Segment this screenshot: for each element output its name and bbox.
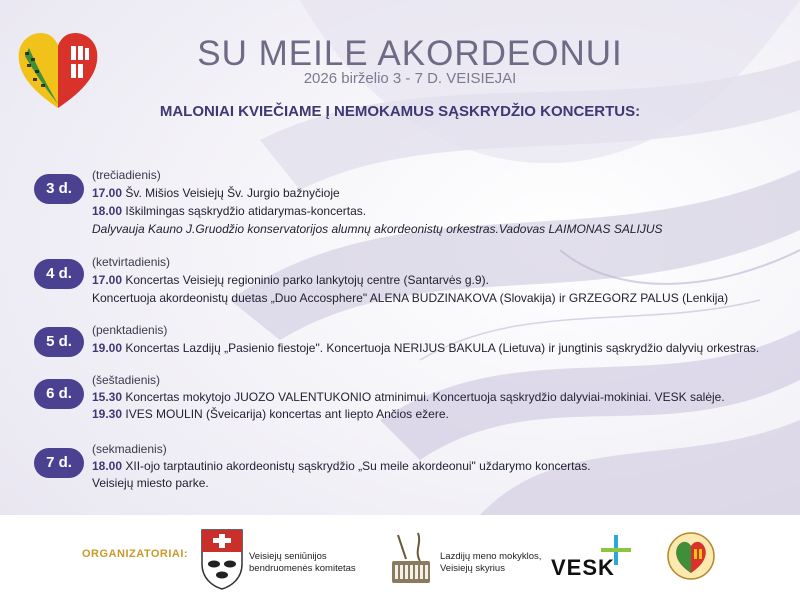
event-text: Dalyvauja Kauno J.Gruodžio konservatorijos alumnų akordeonistų orkestras.Vadovas [92,222,549,236]
performer-name: LAIMONAS SALIJUS [548,222,663,236]
schedule-line [92,186,340,200]
event-text: XII-ojo tarptautinio akordeonistų sąskrydžio „Su meile akordeonui" uždarymo koncertas. [122,459,591,473]
event-time: 17.00 [92,186,123,200]
event-time: 17.00 [92,273,123,287]
event-text: Koncertas Veisiejų regioninio parko lankytojų centre (Santarvės g.9). [122,273,489,287]
schedule-line [92,459,591,473]
event-text: Veisiejų miesto parke. [92,476,209,490]
weekday-label: (trečiadienis) [92,168,161,182]
weekday-label: (sekmadienis) [92,442,167,456]
art-school-logo-icon [388,531,434,587]
page-title: SU MEILE AKORDEONUI [197,34,623,73]
event-dates: 2026 birželio 3 - 7 D. VEISIEJAI [303,70,517,87]
festival-round-badge-icon [666,531,716,581]
day-badge: 7 d. [34,448,84,478]
weekday-label: (ketvirtadienis) [92,255,171,269]
event-time: 19.30 [92,407,123,421]
schedule-line [92,390,725,404]
event-text: Šv. Mišios Veisiejų Šv. Jurgio bažnyčioje [122,186,340,200]
schedule-line [92,291,728,305]
org2-name-line2: Veisiejų skyrius [440,563,505,574]
veisiejai-coat-of-arms-icon [200,528,244,590]
weekday-label: (penktadienis) [92,323,168,337]
event-text: Iškilmingas sąskrydžio atidarymas-koncertas. [122,204,367,218]
heart-accordion-logo [15,28,101,110]
event-time: 15.30 [92,390,123,404]
day-badge: 3 d. [34,174,84,204]
event-text: Koncertuoja akordeonistų duetas „Duo Accosphere" ALENA BUDZINAKOVA (Slovakija) ir GRZEGORZ PALUS (Lenkija) [92,291,729,305]
org2-name [440,551,541,575]
schedule-line [92,407,449,421]
event-time: 18.00 [92,204,123,218]
day-badge: 5 d. [34,327,84,357]
day-badge: 4 d. [34,259,84,289]
event-text: Koncertas mokytojo JUOZO VALENTUKONIO atminimui. Koncertuoja sąskrydžio dalyviai-mokiniai. VESK salėje. [122,390,725,404]
org2-name-line1: Lazdijų meno mokyklos, [440,551,542,562]
schedule-line [92,341,759,355]
organizers-label: ORGANIZATORIAI: [82,548,189,560]
vesk-wordmark: VESK [551,555,615,580]
org1-name-line1: Veisiejų seniūnijos [249,551,327,562]
org1-name [249,551,356,575]
org1-name-line2: bendruomenės komitetas [249,563,356,574]
event-time: 18.00 [92,459,123,473]
vesk-logo [551,535,631,579]
event-text: IVES MOULIN (Šveicarija) koncertas ant liepto Ančios ežere. [122,407,449,421]
schedule-line [92,204,366,218]
event-text: Koncertas Lazdijų „Pasienio fiestoje". Koncertuoja NERIJUS BAKULA (Lietuva) ir jungtinis sąskrydžio dalyvių orkestras. [122,341,760,355]
schedule-line [92,273,489,287]
day-badge: 6 d. [34,379,84,409]
invitation-heading: MALONIAI KVIEČIAME Į NEMOKAMUS SĄSKRYDŽIO KONCERTUS: [159,103,641,120]
weekday-label: (šeštadienis) [92,373,161,387]
schedule-line [92,476,209,490]
schedule-line [92,222,663,236]
organizers-footer [0,515,800,600]
event-time: 19.00 [92,341,123,355]
